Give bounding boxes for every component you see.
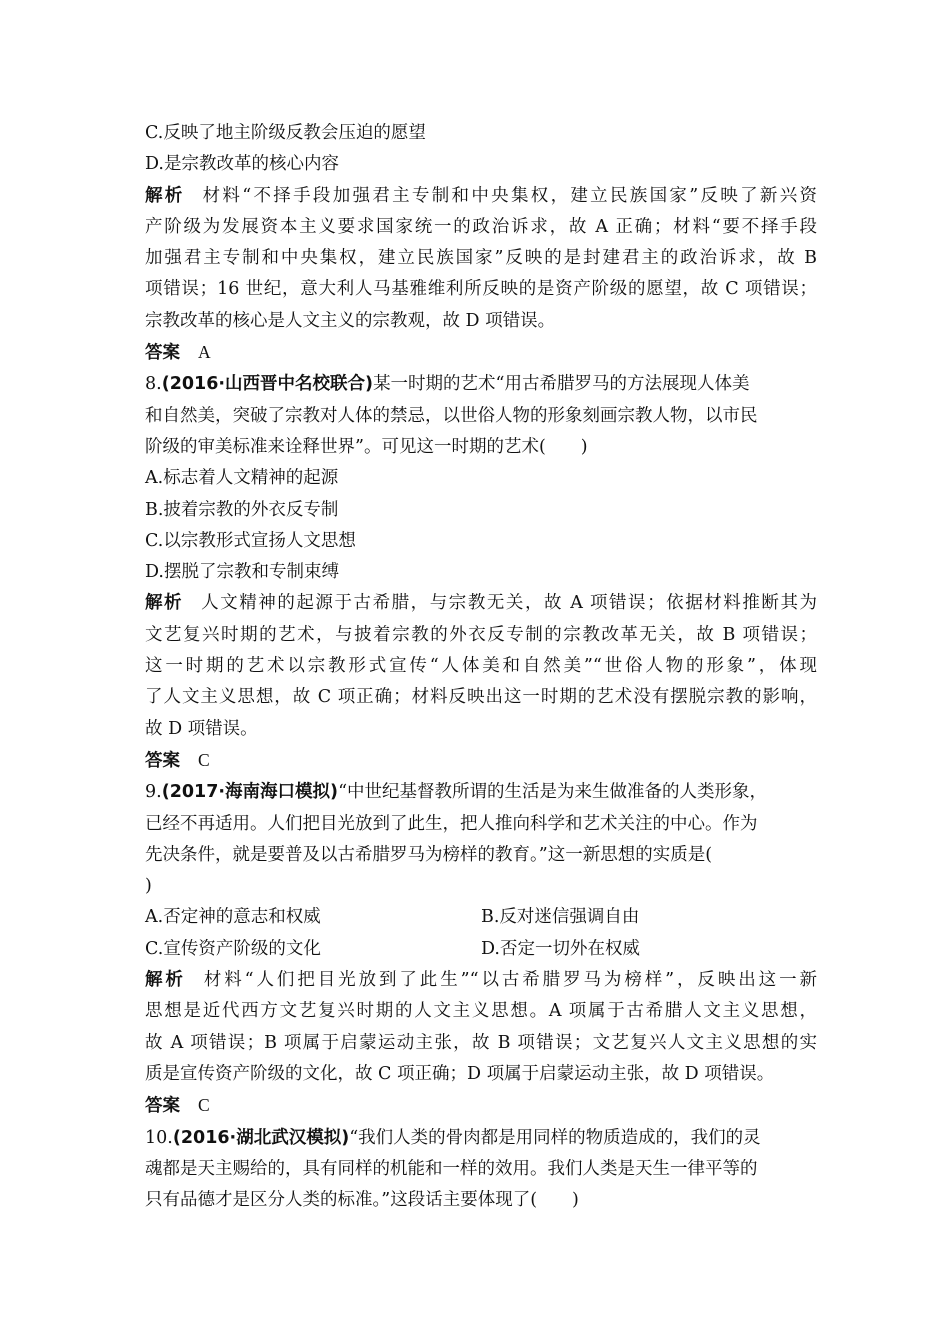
- q9-explanation-line: 解析 材料“人们把目光放到了此生”“以古希腊罗马为榜样”，反映出这一新: [145, 970, 817, 991]
- q10-number: 10.: [145, 1127, 173, 1148]
- q9-options-row: [145, 902, 817, 933]
- q9-option-d: D.否定一切外在权威: [481, 938, 640, 959]
- q8-stem-line: 和自然美，突破了宗教对人体的禁忌，以世俗人物的形象刻画宗教人物，以市民: [145, 405, 758, 426]
- q8-explanation-line: 了人文主义思想，故 C 项正确；材料反映出这一时期的艺术没有摆脱宗教的影响，: [145, 687, 817, 708]
- q8-explanation-line: 故 D 项错误。: [145, 718, 258, 739]
- q9-option-b: B.反对迷信强调自由: [481, 907, 640, 928]
- q8-answer-label: 答案: [145, 750, 180, 771]
- q7-answer-label: 答案: [145, 343, 180, 364]
- q8-option-c: C.以宗教形式宣扬人文思想: [145, 530, 356, 551]
- q7-answer-value: A: [198, 342, 211, 363]
- q7-explanation-line: 产阶级为发展资本主义要求国家统一的政治诉求，故 A 正确；材料“要不择手段: [145, 216, 817, 237]
- q9-stem-line: ): [145, 876, 152, 897]
- q9-explanation-line: 故 A 项错误；B 项属于启蒙运动主张，故 B 项错误；文艺复兴人文主义思想的实: [145, 1032, 817, 1053]
- q8-explanation-line: 文艺复兴时期的艺术，与披着宗教的外衣反专制的宗教改革无关，故 B 项错误；: [145, 624, 817, 645]
- q9-source: (2017·海南海口模拟): [161, 782, 339, 803]
- q9-explanation-line: 质是宣传资产阶级的文化，故 C 项正确；D 项属于启蒙运动主张，故 D 项错误。: [145, 1063, 775, 1084]
- q8-explanation-label: 解析: [145, 593, 184, 614]
- q8-answer-value: C: [198, 749, 210, 770]
- q9-stem-line: 9.(2017·海南海口模拟)“中世纪基督教所谓的生活是为来生做准备的人类形象，: [145, 782, 768, 803]
- q7-option-c: C.反映了地主阶级反教会压迫的愿望: [145, 123, 426, 143]
- q9-option-a: A.否定神的意志和权威: [145, 907, 321, 928]
- q9-answer: [145, 1090, 817, 1122]
- q7-answer: [145, 337, 817, 369]
- q10-source: (2016·湖北武汉模拟): [172, 1127, 350, 1148]
- q7-explanation-line: 解析 材料“不择手段加强君主专制和中央集权，建立民族国家”反映了新兴资: [145, 185, 817, 206]
- q7-explanation-line: 加强君主专制和中央集权，建立民族国家”反映的是封建君主的政治诉求，故 B: [145, 248, 817, 269]
- q8-stem-line: 阶级的审美标准来诠释世界”。可见这一时期的艺术( ): [145, 436, 588, 457]
- q8-explanation-line: 这一时期的艺术以宗教形式宣传“人体美和自然美”“世俗人物的形象”，体现: [145, 656, 817, 677]
- q7-explanation-line: 项错误；16 世纪，意大利人马基雅维利所反映的是资产阶级的愿望，故 C 项错误；: [145, 279, 817, 300]
- q10-stem-line: 魂都是天主赐给的，具有同样的机能和一样的效用。我们人类是天生一律平等的: [145, 1158, 758, 1179]
- q9-option-c: C.宣传资产阶级的文化: [145, 938, 321, 959]
- q9-explanation-label: 解析: [145, 970, 186, 991]
- q8-option-b: B.披着宗教的外衣反专制: [145, 499, 339, 520]
- q7-option-d: D.是宗教改革的核心内容: [145, 154, 339, 175]
- q9-answer-value: C: [198, 1095, 210, 1116]
- q8-explanation-line: 解析 人文精神的起源于古希腊，与宗教无关，故 A 项错误；依据材料推断其为: [145, 593, 818, 614]
- q8-number: 8.: [145, 374, 162, 395]
- document-page: [145, 118, 817, 1216]
- q7-explanation-line: 宗教改革的核心是人文主义的宗教观，故 D 项错误。: [145, 310, 556, 331]
- q8-source: (2016·山西晋中名校联合): [161, 374, 374, 395]
- q8-option-a: A.标志着人文精神的起源: [145, 468, 339, 489]
- q8-option-d: D.摆脱了宗教和专制束缚: [145, 562, 339, 583]
- q10-stem-line: 只有品德才是区分人类的标准。”这段话主要体现了( ): [145, 1190, 579, 1211]
- q10-stem-line: 10.(2016·湖北武汉模拟)“我们人类的骨肉都是用同样的物质造成的，我们的灵: [145, 1127, 761, 1148]
- q7-explanation-label: 解析: [145, 185, 185, 206]
- q9-stem-line: 已经不再适用。人们把目光放到了此生，把人推向科学和艺术关注的中心。作为: [145, 813, 758, 834]
- q9-answer-label: 答案: [145, 1096, 180, 1117]
- q9-options-row: [145, 934, 817, 965]
- q9-explanation-line: 思想是近代西方文艺复兴时期的人文主义思想。A 项属于古希腊人文主义思想，: [145, 1001, 817, 1022]
- q9-stem-line: 先决条件，就是要普及以古希腊罗马为榜样的教育。”这一新思想的实质是(: [145, 844, 713, 865]
- q8-answer: [145, 745, 817, 777]
- q9-number: 9.: [145, 782, 162, 803]
- q8-stem-line: 8.(2016·山西晋中名校联合)某一时期的艺术“用古希腊罗马的方法展现人体美: [145, 374, 750, 395]
